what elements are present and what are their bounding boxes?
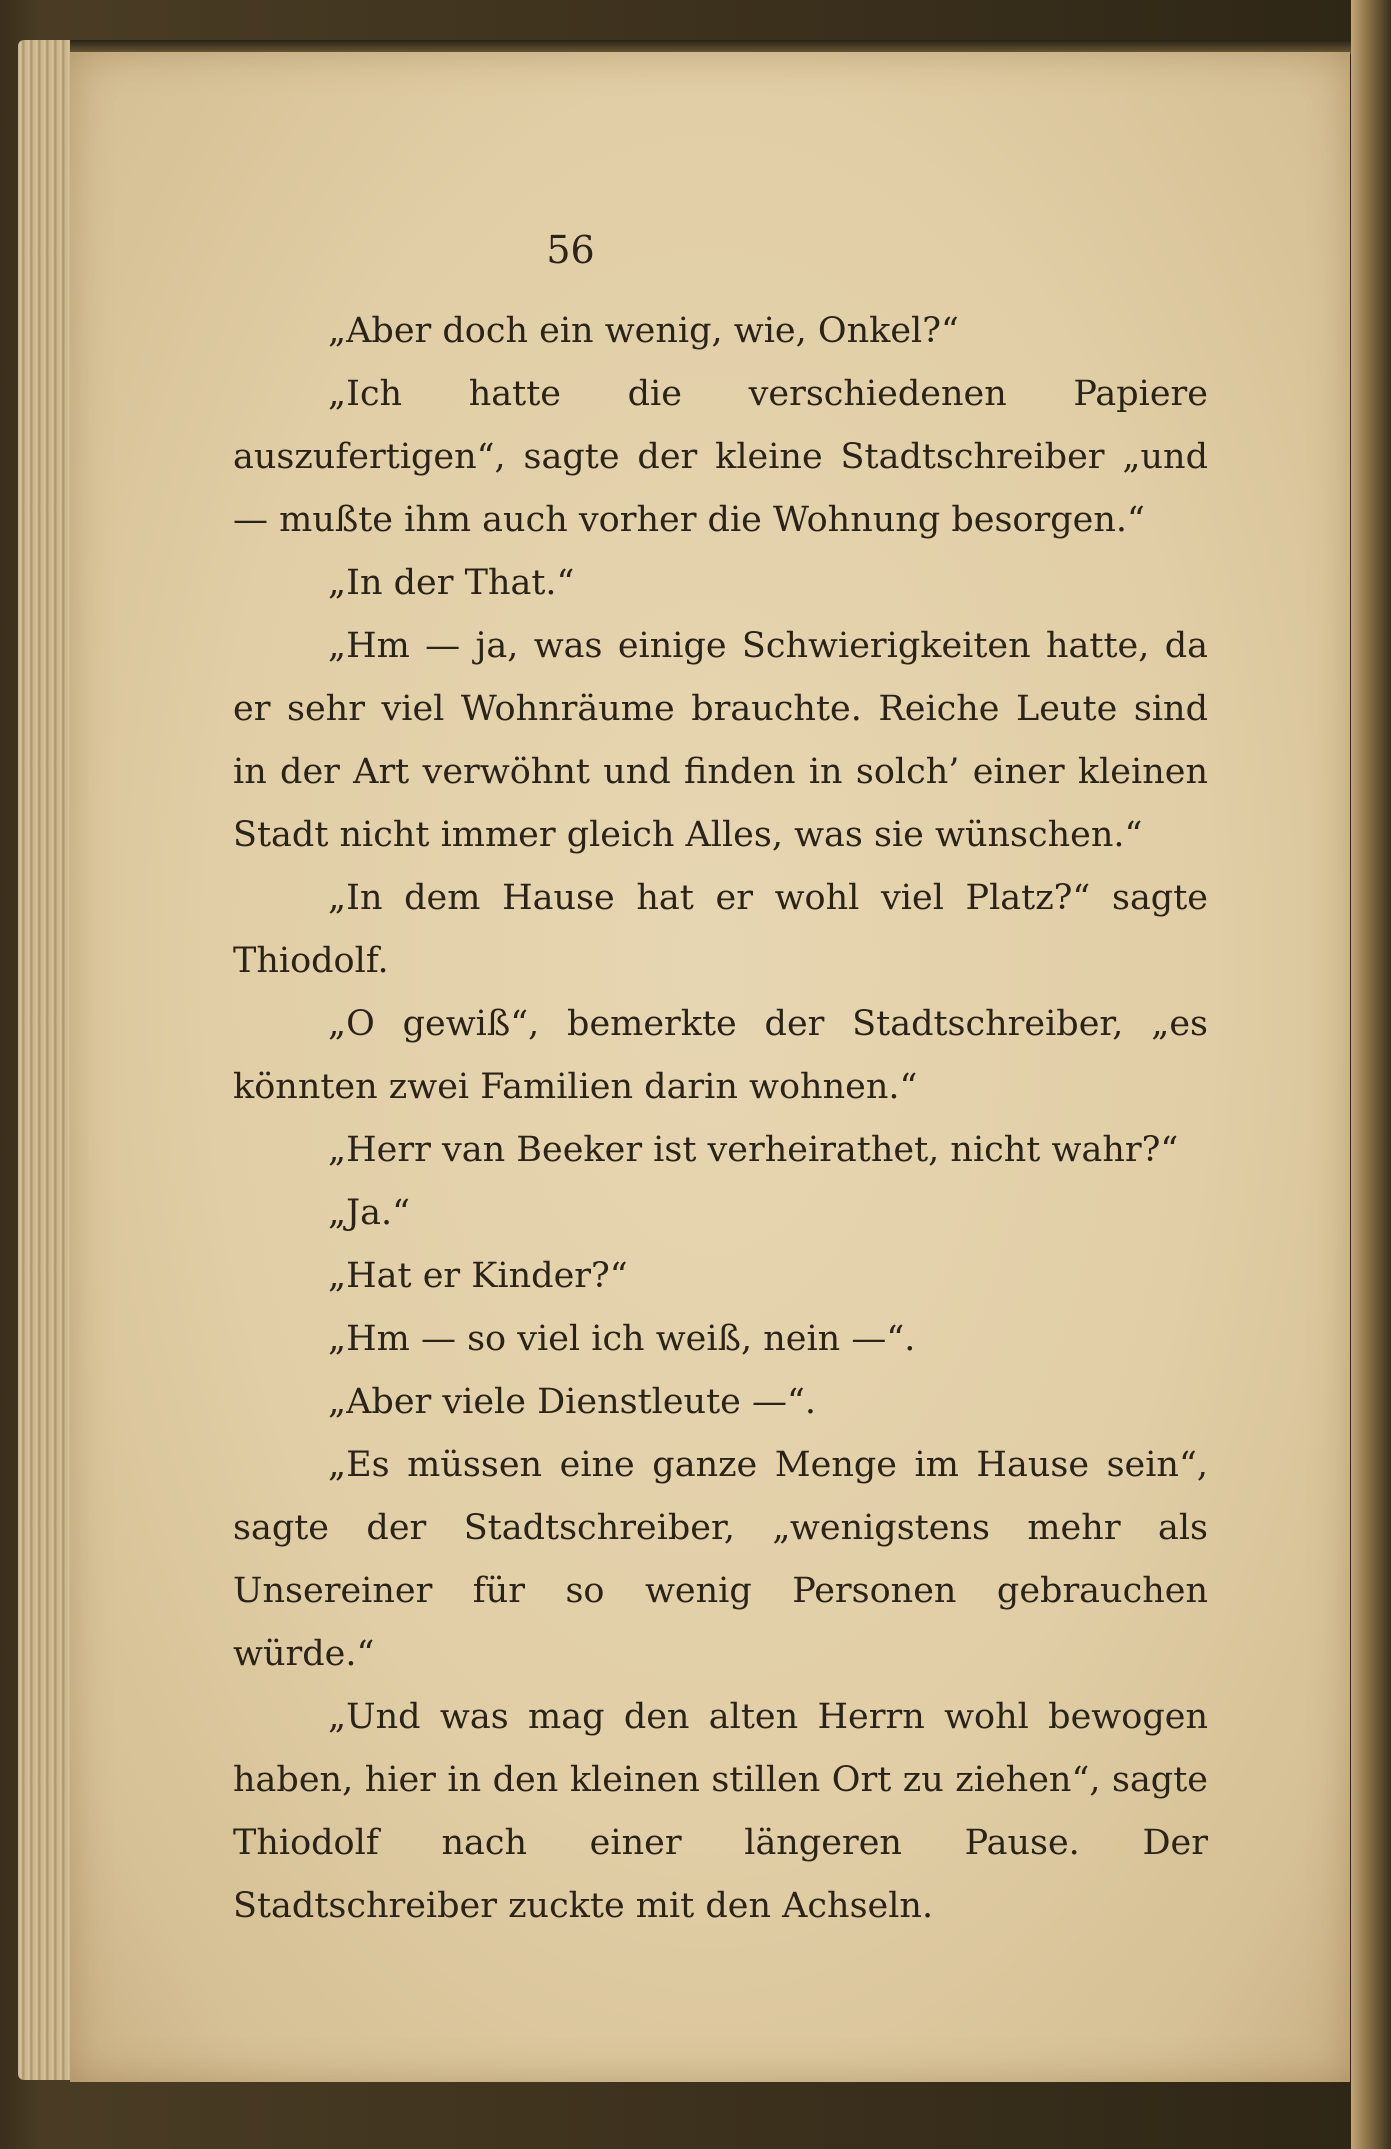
paragraph: „Ja.“: [328, 1193, 411, 1233]
paragraph: „In dem Hause hat er wohl viel Platz?“ sagte Thiodolf.: [233, 878, 1208, 981]
paragraph: „Aber viele Dienstleute —“.: [328, 1382, 817, 1422]
paragraph: „Hat er Kinder?“: [328, 1256, 628, 1296]
paragraph: „Hm — so viel ich weiß, nein —“.: [328, 1319, 916, 1359]
page-number: 56: [546, 228, 595, 272]
paragraph: „Herr van Beeker ist verheirathet, nicht wahr?“: [328, 1130, 1179, 1170]
paragraph: „Aber doch ein wenig, wie, Onkel?“: [328, 311, 959, 351]
paragraph: „Es müssen eine ganze Menge im Hause sein“, sagte der Stadtschreiber, „wenigstens mehr als Unsereiner für so wenig Personen gebrauchen würde.“: [233, 1445, 1208, 1674]
paragraph: „Ich hatte die verschiedenen Papiere auszufertigen“, sagte der kleine Stadtschreiber „und — mußte ihm auch vorher die Wohnung besorgen.“: [233, 374, 1208, 540]
page-text: [233, 300, 1208, 1938]
paragraph: „Hm — ja, was einige Schwierigkeiten hatte, da er sehr viel Wohnräume brauchte. Reiche Leute sind in der Art verwöhnt und finden in solch’ einer kleinen Stadt nicht immer gleich Alles, was sie wünschen.“: [233, 626, 1208, 855]
paragraph: „O gewiß“, bemerkte der Stadtschreiber, „es könnten zwei Familien darin wohnen.“: [233, 1004, 1208, 1107]
book-gutter-edge: [1351, 0, 1391, 2149]
paragraph: „Und was mag den alten Herrn wohl bewogen haben, hier in den kleinen stillen Ort zu ziehen“, sagte Thiodolf nach einer längeren Pause. Der Stadtschreiber zuckte mit den Achseln.: [233, 1697, 1208, 1926]
paragraph: „In der That.“: [328, 563, 575, 603]
